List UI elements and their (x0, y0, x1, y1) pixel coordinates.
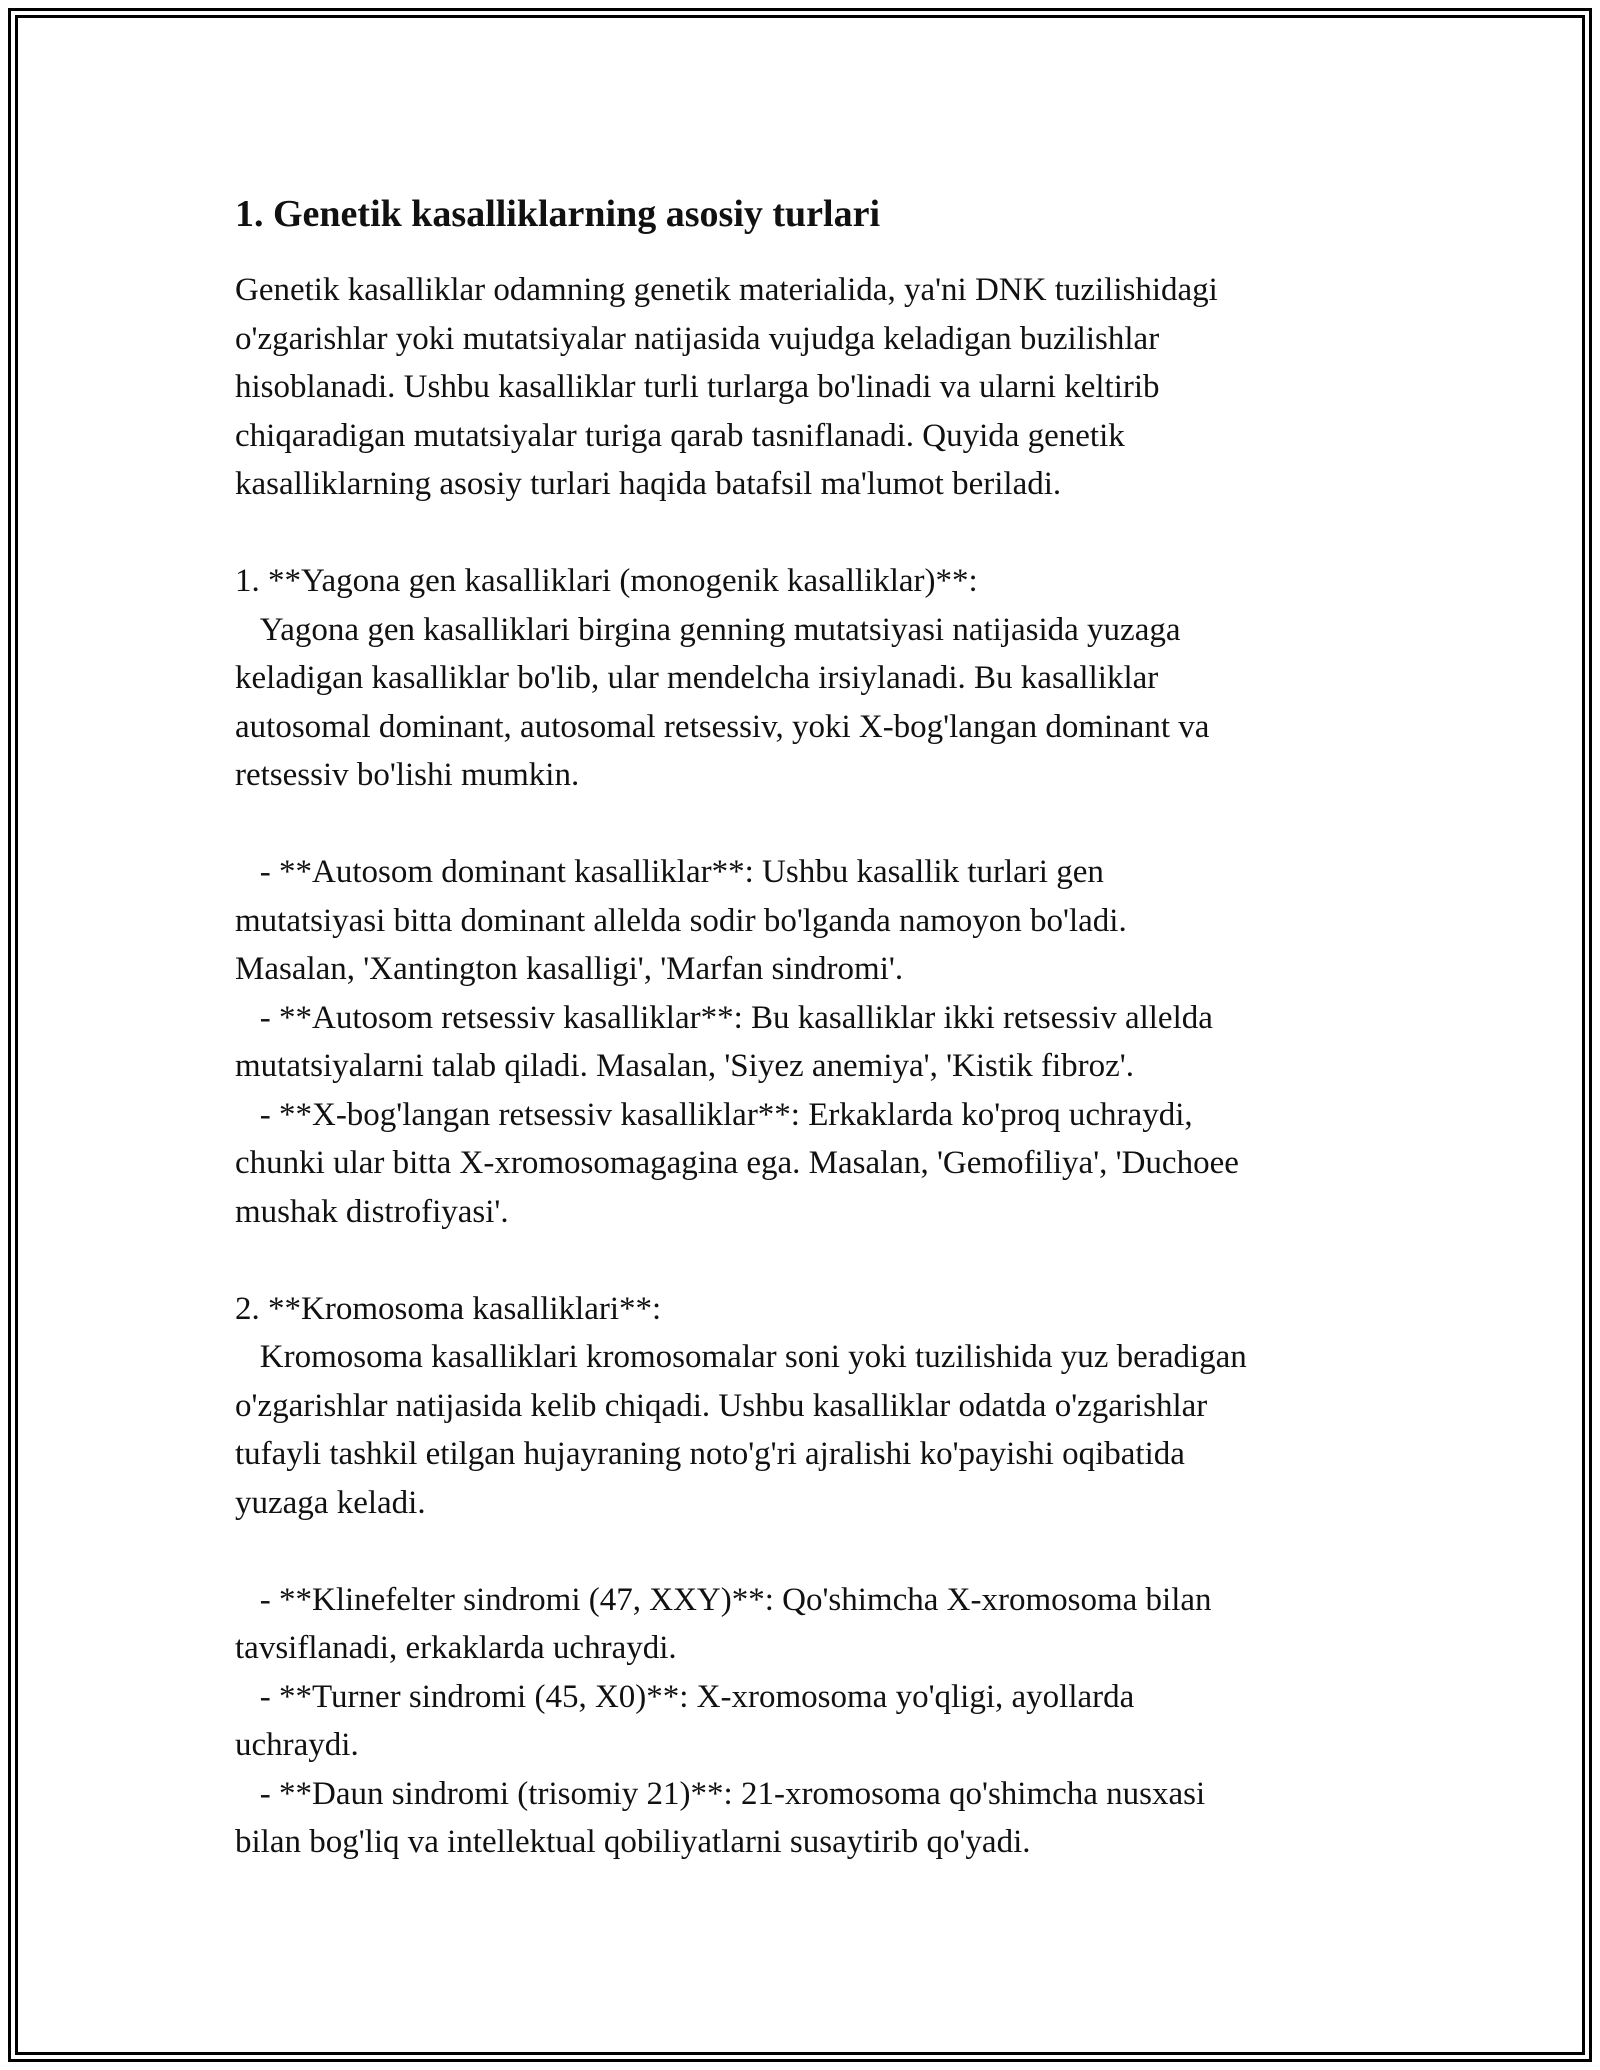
spacer (235, 1236, 1375, 1285)
list-item: - **Autosom dominant kasalliklar**: Ushbu kasallik turlari gen mutatsiyasi bitta dominant allelda sodir bo'lganda namoyon bo'ladi. Masalan, 'Xantington kasalligi', 'Marfan sindromi'. (235, 854, 1127, 987)
document-body (235, 188, 1375, 1867)
section-1-heading: 1. **Yagona gen kasalliklari (monogenik kasalliklar)**: (235, 563, 978, 599)
list-item: - **Turner sindromi (45, X0)**: X-xromosoma yo'qligi, ayollarda uchraydi. (235, 1678, 1135, 1763)
section-2-body: Kromosoma kasalliklari kromosomalar soni yoki tuzilishida yuz beradigan o'zgarishlar natijasida kelib chiqadi. Ushbu kasalliklar odatda o'zgarishlar tufayli tashkil etilgan hujayraning noto'g'ri ajralishi ko'payishi oqibatida yuzaga keladi. (235, 1339, 1247, 1521)
list-item: - **X-bog'langan retsessiv kasalliklar**: Erkaklarda ko'proq uchraydi, chunki ular bitta X-xromosomagagina ega. Masalan, 'Gemofiliya', 'Duchoee mushak distrofiyasi'. (235, 1096, 1239, 1230)
spacer (235, 509, 1375, 558)
section-1-body: Yagona gen kasalliklari birgina genning mutatsiyasi natijasida yuzaga keladigan kasalliklar bo'lib, ular mendelcha irsiylanadi. Bu kasalliklar autosomal dominant, autosomal retsessiv, yoki X-bog'langan dominant va retsessiv bo'lishi mumkin. (235, 611, 1210, 793)
list-item: - **Klinefelter sindromi (47, XXY)**: Qo'shimcha X-xromosoma bilan tavsiflanadi, erkaklarda uchraydi. (235, 1581, 1212, 1666)
list-item: - **Daun sindromi (trisomiy 21)**: 21-xromosoma qo'shimcha nusxasi bilan bog'liq va intellektual qobiliyatlarni susaytirib qo'yadi. (235, 1775, 1206, 1860)
document-title: 1. Genetik kasalliklarning asosiy turlari (235, 193, 881, 235)
list-item: - **Autosom retsessiv kasalliklar**: Bu kasalliklar ikki retsessiv allelda mutatsiyalarni talab qiladi. Masalan, 'Siyez anemiya', 'Kistik fibroz'. (235, 999, 1213, 1084)
spacer (235, 1527, 1375, 1576)
spacer (235, 800, 1375, 849)
intro-paragraph: Genetik kasalliklar odamning genetik materialida, ya'ni DNK tuzilishidagi o'zgarishlar yoki mutatsiyalar natijasida vujudga keladigan buzilishlar hisoblanadi. Ushbu kasalliklar turli turlarga bo'linadi va ularni keltirib chiqaradigan mutatsiyalar turiga qarab tasniflanadi. Quyida genetik kasalliklarning asosiy turlari haqida batafsil ma'lumot beriladi. (235, 272, 1218, 502)
section-2-heading: 2. **Kromosoma kasalliklari**: (235, 1290, 662, 1327)
